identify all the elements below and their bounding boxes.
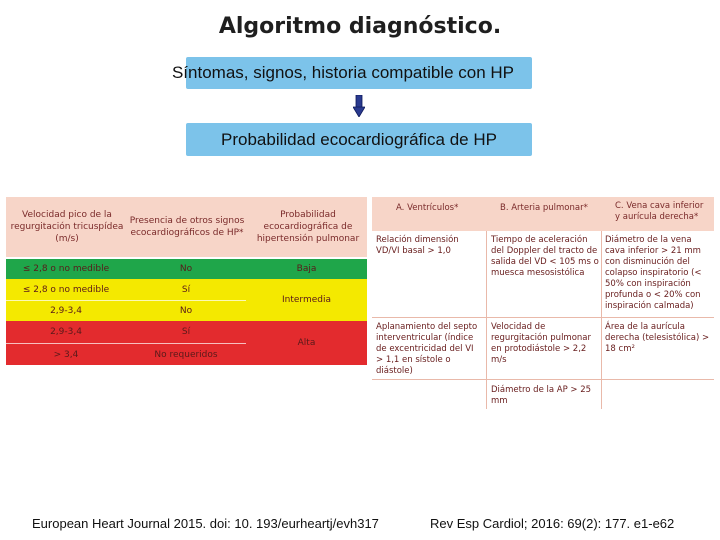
cell-arteria-2: Velocidad de regurgitación pulmonar en protodiástole > 2,2 m/s (491, 322, 592, 365)
cell-arteria-1: Tiempo de aceleración del Doppler del tracto de salida del VD < 105 ms o muesca mesosistólica (491, 235, 599, 278)
header-probabilidad: Probabilidad ecocardiográfica de hipertensión pulmonar (256, 210, 360, 244)
column-divider (601, 231, 602, 409)
column-divider (486, 231, 487, 409)
cell-arteria-3: Diámetro de la AP > 25 mm (491, 385, 592, 406)
cell-vena-cava-1: Diámetro de la vena cava inferior > 21 mm con disminución del colapso inspiratorio (< 50% con inspiración profunda o < 20% con inspiración calmada) (605, 235, 702, 311)
cell-velocidad: > 3,4 (53, 349, 79, 360)
cell-presencia: No (179, 264, 193, 274)
cell-velocidad: ≤ 2,8 o no medible (22, 264, 110, 274)
header-ventriculos: A. Ventrículos* (396, 203, 459, 213)
cell-presencia: Sí (181, 327, 191, 337)
cell-probabilidad-intermedia: Intermedia (282, 295, 331, 305)
flow-box-probability-label: Probabilidad ecocardiográfica de HP (221, 130, 497, 149)
cell-vena-cava-2: Área de la aurícula derecha (telesistólica) > 18 cm² (605, 322, 710, 354)
down-arrow-icon (353, 95, 365, 117)
row-divider (372, 379, 714, 380)
cell-ventriculos-2: Aplanamiento del septo interventricular (índice de excentricidad del VI > 1,1 en sístole o diástole) (376, 322, 478, 376)
cell-velocidad: ≤ 2,8 o no medible (22, 284, 110, 295)
header-arteria-pulmonar: B. Arteria pulmonar* (500, 203, 588, 213)
probability-table (6, 197, 367, 367)
cell-probabilidad-alta: Alta (297, 338, 316, 348)
cell-presencia: Sí (181, 284, 191, 295)
cell-velocidad: 2,9-3,4 (50, 327, 82, 337)
header-velocidad: Velocidad pico de la regurgitación tricuspídea (m/s) (10, 210, 124, 244)
footer-reference-right: Rev Esp Cardiol; 2016: 69(2): 177. e1-e62 (430, 516, 675, 531)
flow-box-symptoms-label: Síntomas, signos, historia compatible con HP (171, 63, 515, 82)
cell-velocidad: 2,9-3,4 (50, 306, 82, 316)
page-title: Algoritmo diagnóstico. (218, 14, 502, 39)
header-presencia: Presencia de otros signos ecocardiográficos de HP* (129, 216, 245, 238)
cell-presencia: No requeridos (154, 349, 218, 360)
row-divider (372, 317, 714, 318)
cell-presencia: No (179, 306, 193, 316)
flow-box-probability (186, 123, 532, 156)
cell-probabilidad-baja: Baja (296, 264, 317, 274)
header-vena-cava: C. Vena cava inferior y aurícula derecha* (615, 201, 704, 222)
cell-ventriculos-1: Relación dimensión VD/VI basal > 1,0 (376, 235, 459, 256)
footer-reference-left: European Heart Journal 2015. doi: 10. 193/eurheartj/evh317 (32, 516, 379, 531)
flow-box-symptoms (171, 57, 532, 89)
